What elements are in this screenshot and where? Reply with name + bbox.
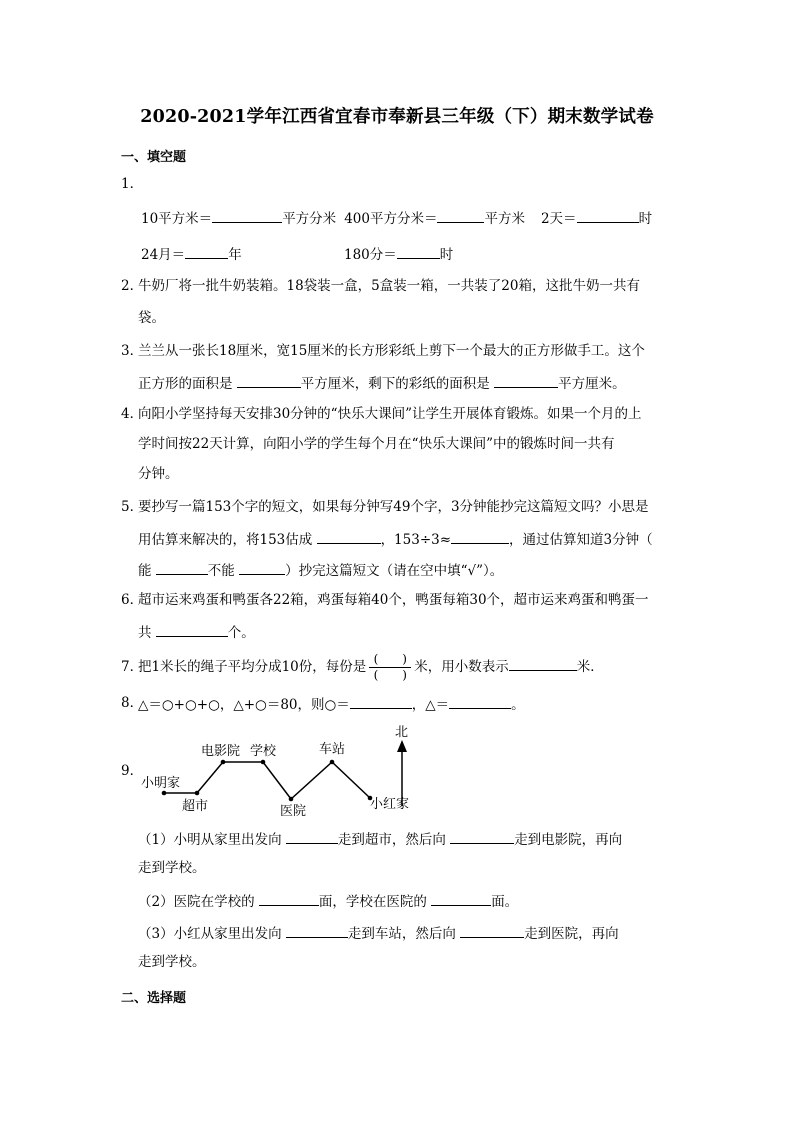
- fraction-blank[interactable]: $\frac{( )}{( )}$: [367, 653, 413, 683]
- answer-blank[interactable]: [317, 529, 381, 544]
- section-fill-in: 一、填空题: [121, 150, 187, 165]
- answer-blank[interactable]: [449, 694, 511, 709]
- page-title: 2020-2021学年江西省宜春市奉新县三年级（下）期末数学试卷: [140, 107, 654, 127]
- point-cinema: [221, 760, 226, 765]
- label-hospital: 医院: [280, 804, 307, 819]
- label-north: 北: [395, 725, 409, 740]
- q4-line1: 向阳小学坚持每天安排30分钟的“快乐大课间”让学生开展体育锻炼。如果一个月的上: [138, 406, 642, 422]
- q2-number: 2．: [121, 278, 144, 294]
- point-school: [261, 760, 266, 765]
- q3-number: 3．: [121, 343, 144, 359]
- section-multiple-choice: 二、选择题: [121, 991, 187, 1006]
- q4-line2: 学时间按22天计算，向阳小学的学生每个月在“快乐大课间”中的锻炼时间一共有: [138, 436, 615, 452]
- point-hospital: [289, 797, 294, 802]
- route-map: [138, 722, 428, 822]
- answer-blank[interactable]: [451, 529, 509, 544]
- q4-line3: 分钟。: [138, 466, 179, 482]
- q6-number: 6．: [121, 592, 144, 608]
- q5-line1: 要抄写一篇153个字的短文，如果每分钟写49个字，3分钟能抄完这篇短文吗？小思是: [138, 499, 649, 515]
- point-xiaoming-home: [162, 791, 167, 796]
- label-cinema: 电影院: [201, 744, 241, 759]
- answer-blank[interactable]: [156, 560, 208, 575]
- q4-number: 4．: [121, 406, 144, 422]
- answer-blank[interactable]: [156, 622, 228, 637]
- answer-blank[interactable]: [286, 829, 338, 844]
- q9-sub2: （2）医院在学校的 面，学校在医院的 面。: [138, 891, 518, 911]
- q6-line2: 共 个。: [138, 622, 255, 642]
- point-station: [330, 760, 335, 765]
- answer-blank[interactable]: [494, 373, 558, 388]
- q9-number: 9．: [121, 763, 144, 779]
- answer-blank[interactable]: [431, 891, 491, 906]
- answer-blank[interactable]: [212, 208, 282, 223]
- q2-line2: 袋。: [138, 310, 165, 326]
- q7-number: 7．: [121, 659, 144, 675]
- label-xiaoming-home: 小明家: [141, 776, 181, 791]
- answer-blank[interactable]: [350, 694, 412, 709]
- q1-row2-right: 180分＝ 时: [344, 244, 453, 264]
- q3-line1: 兰兰从一张长18厘米，宽15厘米的长方形彩纸上剪下一个最大的正方形做手工。这个: [138, 343, 645, 359]
- q1-row2-left: 24月＝ 年: [141, 244, 242, 264]
- q6-line1: 超市运来鸡蛋和鸭蛋各22箱，鸡蛋每箱40个，鸭蛋每箱30个，超市运来鸡蛋和鸭蛋一: [138, 592, 649, 608]
- q8-number: 8．: [121, 695, 144, 711]
- answer-blank[interactable]: [437, 208, 484, 223]
- north-arrow-head: [397, 740, 407, 752]
- q9-sub1-line2: 走到学校。: [138, 860, 206, 876]
- q5-line2: 用估算来解决的，将153估成 ，153÷3≈ ，通过估算知道3分钟（: [138, 529, 653, 549]
- label-xiaohong-home: 小红家: [370, 797, 410, 812]
- point-supermarket: [195, 791, 200, 796]
- q5-line3: 能 不能 ）抄完这篇短文（请在空中填“√”）。: [138, 560, 503, 580]
- answer-blank[interactable]: [450, 829, 514, 844]
- answer-blank[interactable]: [237, 373, 301, 388]
- q9-sub3-line2: 走到学校。: [138, 954, 206, 970]
- q9-sub3-line1: （3）小红从家里出发向 走到车站，然后向 走到医院，再向: [138, 923, 619, 943]
- answer-blank[interactable]: [185, 244, 228, 259]
- q1-row1: 10平方米＝ 平方分米 400平方分米＝ 平方米 2天＝ 时: [141, 208, 652, 228]
- q8-line: △＝○+○+○，△+○＝80，则○＝ ，△＝ 。: [138, 694, 525, 714]
- answer-blank[interactable]: [460, 923, 524, 938]
- q5-number: 5．: [121, 499, 144, 515]
- q9-sub1-line1: （1）小明从家里出发向 走到超市，然后向 走到电影院，再向: [138, 829, 622, 849]
- answer-blank[interactable]: [239, 560, 285, 575]
- answer-blank[interactable]: [259, 891, 319, 906]
- q7-line: 把1米长的绳子平均分成10份，每份是 $\frac{( )}{( )}$ 米，用小数表示 米．: [138, 651, 604, 682]
- label-supermarket: 超市: [182, 799, 209, 814]
- q1-number: 1．: [121, 176, 144, 192]
- label-station: 车站: [319, 742, 346, 757]
- q3-line2: 正方形的面积是 平方厘米，剩下的彩纸的面积是 平方厘米。: [138, 373, 626, 393]
- answer-blank[interactable]: [577, 208, 639, 223]
- label-school: 学校: [250, 744, 277, 759]
- answer-blank[interactable]: [509, 656, 577, 671]
- answer-blank[interactable]: [286, 923, 348, 938]
- answer-blank[interactable]: [397, 244, 440, 259]
- q2-line1: 牛奶厂将一批牛奶装箱。18袋装一盒，5盒装一箱，一共装了20箱，这批牛奶一共有: [138, 278, 640, 294]
